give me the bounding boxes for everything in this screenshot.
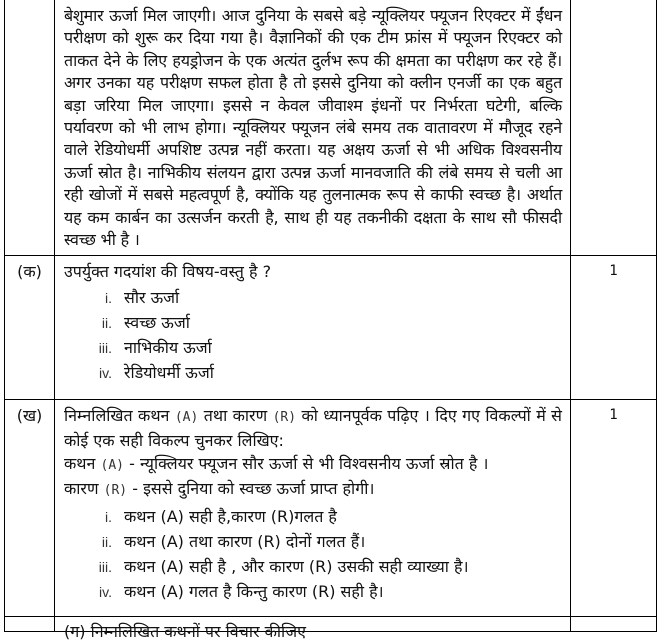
option-number: i. xyxy=(105,509,112,526)
passage-text: बेशुमार ऊर्जा मिल जाएगी। आज दुनिया के सबसे बड़े न्यूक्लियर फ्यूजन रिएक्टर में ईंधन परीक्षण को शुरू कर दिया गया है। वैज्ञानिकों की एक टीम फ्रांस में फ्यूजन रिएक्टर को ताकत देने के लिए हयड्रोजन के एक अत्यंत दुर्लभ रूप की क्षमता का परीक्षण कर रहे हैं। अगर उनका यह परीक्षण सफल होता है तो इससे दुनिया को क्लीन एनर्जी का एक बहुत बड़ा जरिया मिल जाएगा। इससे न केवल जीवाश्म इंधनों पर निर्भरता घटेगी, बल्कि पर्यावरण को भी लाभ होगा। न्यूक्लियर फ्यूजन लंबे समय तक वातावरण में मौजूद रहने वाले रेडियोधर्मी अपशिष्ट उत्पन्न नहीं करता। यह अक्षय ऊर्जा से भी अधिक विश्वसनीय ऊर्जा स्रोत है। नाभिकीय संलयन द्वारा उत्पन्न ऊर्जा मानवजाति की लंबे समय से चली आ रही खोजों में सबसे महत्वपूर्ण है, क्योंकि यह तुलनात्मक रूप से काफी स्वच्छ है। अर्थात यह कम कार्बन का उत्सर्जन करती है, साथ ही यह तकनीकी दक्षता के साथ सौ फीसदी स्वच्छ भी है । xyxy=(64,6,562,250)
marks-cell xyxy=(571,400,657,617)
reason-code: (R) xyxy=(272,410,297,426)
stem-part: तथा कारण xyxy=(203,406,268,426)
option-item xyxy=(84,579,562,604)
option-item xyxy=(84,529,562,554)
option-text: कथन (A) गलत है किन्तु कारण (R) सही है। xyxy=(124,582,384,602)
marks-cell xyxy=(571,256,657,400)
question-row-ka xyxy=(5,256,657,400)
option-number: iii. xyxy=(98,559,112,576)
next-label-cell xyxy=(5,617,55,632)
next-row-partial xyxy=(5,617,657,632)
question-marks: 1 xyxy=(609,407,618,424)
stem-part: को ध्यानपूर्वक पढ़िए । दिए गए विकल्पों में से कोई एक सही विकल्प चुनकर लिखिए: xyxy=(64,406,562,451)
option-number: i. xyxy=(105,290,112,307)
next-question-cell xyxy=(55,617,571,642)
question-label-cell xyxy=(5,400,55,617)
question-label-cell xyxy=(5,256,55,400)
assertion-statement xyxy=(64,452,562,477)
option-item xyxy=(84,504,562,529)
option-item xyxy=(84,554,562,579)
reason-text: - इससे दुनिया को स्वच्छ ऊर्जा प्राप्त होगी। xyxy=(132,479,375,499)
passage-cell xyxy=(55,0,571,256)
option-text: कथन (A) सही है,कारण (R)गलत है xyxy=(124,507,337,527)
question-label: (क) xyxy=(17,262,42,282)
option-item xyxy=(84,310,562,335)
question-cell xyxy=(55,256,571,400)
assertion-label: कथन xyxy=(64,454,96,474)
options-list xyxy=(64,504,562,604)
option-item xyxy=(84,360,562,385)
option-number: iii. xyxy=(98,340,112,357)
option-text: रेडियोधर्मी ऊर्जा xyxy=(124,363,214,383)
assertion-text: - न्यूक्लियर फ्यूजन सौर ऊर्जा से भी विश्वसनीय ऊर्जा स्रोत है । xyxy=(129,454,489,474)
question-stem xyxy=(64,404,562,452)
option-number: ii. xyxy=(101,315,112,332)
next-row-fragment: (ग) निम्नलिखित कथनों पर विचार कीजिए xyxy=(64,622,306,642)
question-marks: 1 xyxy=(609,263,618,280)
passage-row xyxy=(5,0,657,256)
option-text: नाभिकीय ऊर्जा xyxy=(124,338,212,358)
option-item xyxy=(84,285,562,310)
options-list xyxy=(64,285,562,385)
passage-marks-cell xyxy=(571,0,657,256)
option-text: सौर ऊर्जा xyxy=(124,288,180,308)
option-number: iv. xyxy=(99,584,112,601)
reason-statement xyxy=(64,477,562,502)
option-number: iv. xyxy=(99,365,112,382)
question-stem: उपर्युक्त गदयांश की विषय-वस्तु है ? xyxy=(64,262,272,282)
option-number: ii. xyxy=(101,534,112,551)
question-label: (ख) xyxy=(16,406,43,426)
option-text: कथन (A) तथा कारण (R) दोनों गलत हैं। xyxy=(124,532,366,552)
passage-label-cell xyxy=(5,0,55,256)
reason-code: (R) xyxy=(103,483,128,499)
stem-part: निम्नलिखित कथन xyxy=(64,406,170,426)
option-item xyxy=(84,335,562,360)
option-text: कथन (A) सही है , और कारण (R) उसकी सही व्याख्या है। xyxy=(124,557,469,577)
assertion-code: (A) xyxy=(100,458,124,474)
question-cell xyxy=(55,400,571,617)
next-marks-cell xyxy=(571,617,657,632)
reason-label: कारण xyxy=(64,479,99,499)
option-text: स्वच्छ ऊर्जा xyxy=(124,313,190,333)
assertion-code: (A) xyxy=(174,410,199,426)
question-table xyxy=(4,0,657,642)
question-row-kha xyxy=(5,400,657,617)
